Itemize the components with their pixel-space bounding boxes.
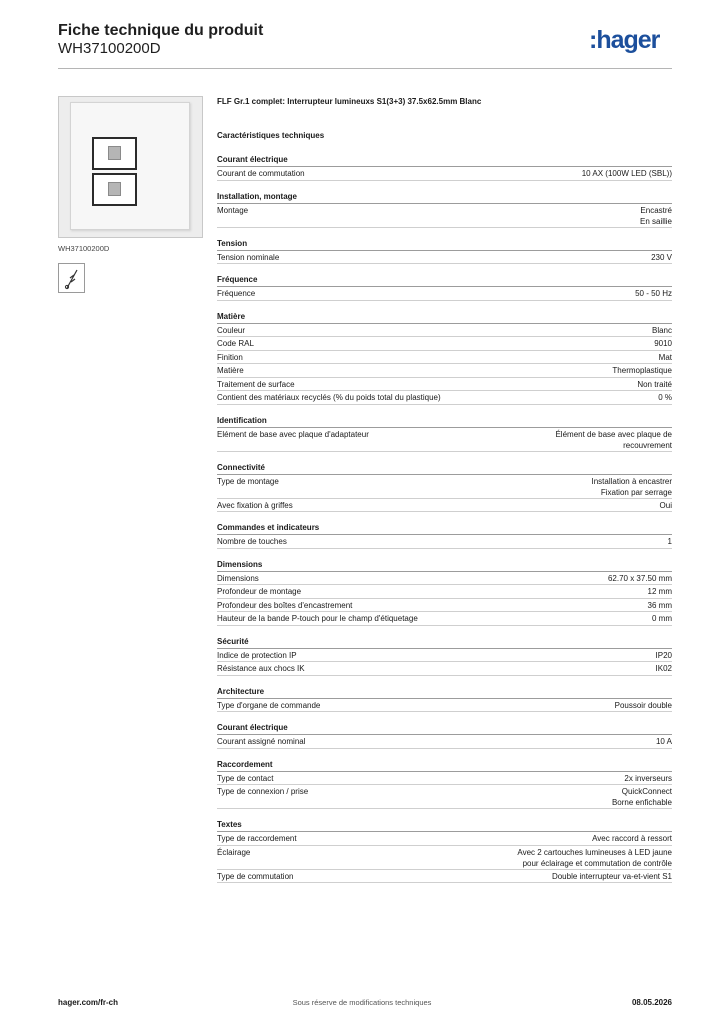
led-indicator: [108, 146, 121, 160]
spec-label: Type de connexion / prise: [217, 787, 309, 796]
spec-row: [217, 337, 672, 351]
spec-label: Couleur: [217, 325, 246, 335]
spec-row: [217, 772, 672, 786]
spec-value: Non traité: [637, 379, 672, 389]
spec-row: [217, 870, 672, 884]
spec-section: [217, 520, 672, 549]
spec-label: Profondeur des boîtes d'encastrement: [217, 600, 353, 610]
specs-table: [217, 152, 672, 891]
spec-label: Finition: [217, 352, 243, 362]
spec-row: [217, 846, 672, 870]
spec-value: 0 %: [658, 393, 672, 402]
spec-row: [217, 364, 672, 378]
spec-label: Code RAL: [217, 339, 254, 348]
spec-section: [217, 684, 672, 713]
spec-value: 10 A: [655, 737, 672, 746]
spec-row: [217, 612, 672, 626]
spec-label: Hauteur de la bande P-touch pour le champ d'étiquetage: [217, 614, 418, 623]
spec-section: [217, 272, 672, 301]
spec-row: [217, 428, 672, 452]
spec-label: Indice de protection IP: [217, 650, 297, 660]
spec-label: Type de raccordement: [217, 834, 297, 843]
spec-section: [217, 757, 672, 810]
spec-value: 12 mm: [647, 587, 672, 596]
spec-value: Élément de base avec plaque de recouvrement: [555, 429, 672, 450]
section-title: Matière: [217, 309, 672, 324]
spec-row: [217, 599, 672, 613]
spec-value: Installation à encastrer Fixation par serrage: [591, 476, 672, 497]
spec-row: [217, 699, 672, 713]
spec-row: [217, 378, 672, 392]
spec-row: [217, 649, 672, 663]
spec-label: Fréquence: [217, 289, 256, 298]
spec-value: Mat: [658, 352, 672, 362]
section-title: Textes: [217, 817, 672, 832]
rocker-bottom: [92, 173, 137, 206]
spec-value: IP20: [655, 650, 672, 660]
spec-label: Nombre de touches: [217, 537, 287, 546]
spec-label: Type de contact: [217, 773, 274, 783]
spec-section: [217, 557, 672, 626]
section-title: Architecture: [217, 684, 672, 699]
spec-section: [217, 634, 672, 676]
spec-label: Éclairage: [217, 847, 251, 857]
switch-symbol-icon: [58, 263, 85, 293]
spec-row: [217, 391, 672, 405]
spec-value: 50 - 50 Hz: [635, 289, 672, 298]
section-title: Raccordement: [217, 757, 672, 772]
hager-logo[interactable]: :hager: [589, 26, 660, 54]
spec-section: [217, 152, 672, 181]
spec-value: Thermoplastique: [612, 366, 672, 375]
page-title: Fiche technique du produit: [58, 22, 264, 39]
spec-label: Avec fixation à griffes: [217, 500, 293, 510]
spec-row: [217, 662, 672, 676]
spec-row: [217, 167, 672, 181]
spec-row: [217, 324, 672, 338]
product-reference: WH37100200D: [58, 40, 161, 57]
spec-row: [217, 585, 672, 599]
spec-value: Double interrupteur va-et-vient S1: [551, 871, 672, 881]
spec-value: Blanc: [651, 325, 672, 335]
spec-section: [217, 236, 672, 265]
spec-label: Matière: [217, 366, 244, 375]
spec-label: Tension nominale: [217, 252, 280, 262]
spec-section: [217, 460, 672, 513]
spec-row: [217, 251, 672, 265]
section-title: Fréquence: [217, 272, 672, 287]
spec-label: Montage: [217, 205, 249, 215]
section-title: Commandes et indicateurs: [217, 520, 672, 535]
section-title: Connectivité: [217, 460, 672, 475]
spec-row: [217, 475, 672, 499]
spec-row: [217, 499, 672, 513]
spec-value: 9010: [654, 339, 672, 348]
spec-value: 0 mm: [652, 614, 672, 623]
spec-section: [217, 817, 672, 883]
specs-heading: Caractéristiques techniques: [217, 131, 325, 140]
spec-section: [217, 309, 672, 405]
spec-label: Résistance aux chocs IK: [217, 664, 305, 673]
section-title: Identification: [217, 413, 672, 428]
spec-label: Dimensions: [217, 573, 259, 583]
spec-value: QuickConnect Borne enfichable: [611, 787, 672, 807]
section-title: Courant électrique: [217, 720, 672, 735]
spec-row: [217, 287, 672, 301]
spec-row: [217, 832, 672, 846]
cover-plate: [70, 102, 190, 230]
product-image: [58, 96, 203, 238]
image-caption: WH37100200D: [58, 244, 110, 253]
spec-value: 36 mm: [647, 600, 672, 610]
spec-label: Profondeur de montage: [217, 587, 302, 596]
spec-row: [217, 535, 672, 549]
spec-row: [217, 204, 672, 228]
spec-value: Encastré En saillie: [639, 205, 672, 226]
rocker-top: [92, 137, 137, 170]
spec-value: Poussoir double: [614, 700, 672, 710]
spec-label: Traitement de surface: [217, 379, 295, 389]
spec-value: Avec raccord à ressort: [592, 834, 672, 843]
spec-value: IK02: [655, 664, 672, 673]
spec-value: 230 V: [651, 252, 672, 262]
product-name: FLF Gr.1 complet: Interrupteur lumineuxs S1(3+3) 37.5x62.5mm Blanc: [217, 97, 482, 106]
section-title: Dimensions: [217, 557, 672, 572]
spec-row: [217, 572, 672, 586]
footer-disclaimer: Sous réserve de modifications techniques: [292, 998, 432, 1007]
spec-label: Type de montage: [217, 476, 279, 486]
spec-value: 10 AX (100W LED (SBL)): [581, 169, 672, 178]
header-divider: [58, 68, 672, 69]
section-title: Installation, montage: [217, 189, 672, 204]
section-title: Tension: [217, 236, 672, 251]
spec-row: [217, 785, 672, 809]
spec-value: 62.70 x 37.50 mm: [607, 573, 672, 583]
footer-website-link[interactable]: hager.com/fr-ch: [58, 998, 119, 1007]
spec-label: Contient des matériaux recyclés (% du poids total du plastique): [217, 393, 441, 402]
spec-label: Type de commutation: [217, 871, 294, 881]
footer-date: 08.05.2026: [631, 998, 672, 1007]
spec-label: Type d'organe de commande: [217, 700, 321, 710]
spec-label: Courant de commutation: [217, 169, 305, 178]
spec-value: Avec 2 cartouches lumineuses à LED jaune pour éclairage et commutation de contrôle: [517, 847, 672, 868]
spec-row: [217, 735, 672, 749]
spec-value: 2x inverseurs: [624, 773, 672, 783]
section-title: Sécurité: [217, 634, 672, 649]
spec-label: Courant assigné nominal: [217, 737, 306, 746]
led-indicator: [108, 182, 121, 196]
section-title: Courant électrique: [217, 152, 672, 167]
spec-row: [217, 351, 672, 365]
spec-value: Oui: [659, 500, 672, 510]
spec-section: [217, 413, 672, 452]
spec-section: [217, 189, 672, 228]
spec-section: [217, 720, 672, 749]
spec-label: Elément de base avec plaque d'adaptateur: [217, 429, 369, 439]
spec-value: 1: [667, 537, 672, 546]
